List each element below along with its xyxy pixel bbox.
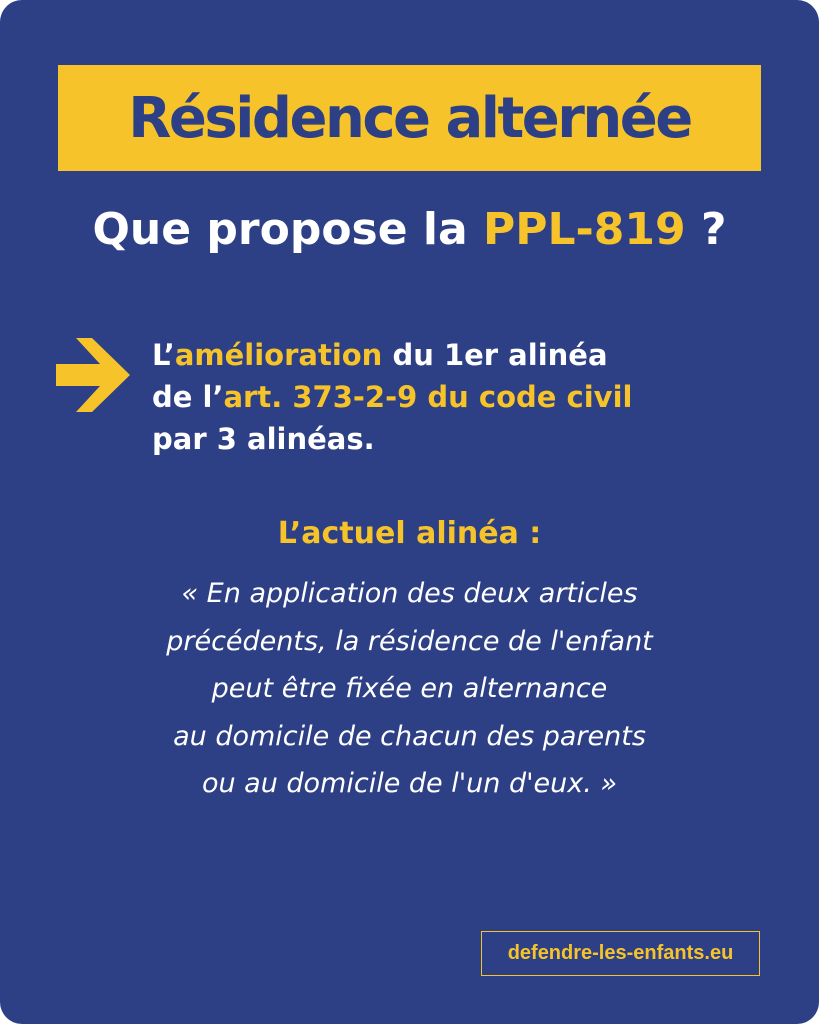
key-point-text: du 1er alinéa xyxy=(382,338,608,372)
quote-line: au domicile de chacun des parents xyxy=(173,720,646,752)
subtitle-prefix: Que propose la xyxy=(92,204,483,255)
quote-line: ou au domicile de l'un d'eux. » xyxy=(201,768,618,799)
current-paragraph-heading: L’actuel alinéa : xyxy=(277,516,542,551)
website-badge: defendre-les-enfants.eu xyxy=(481,931,760,976)
key-point-line-1 xyxy=(152,334,772,376)
quote-line: précédents, la résidence de l'enfant xyxy=(166,625,653,657)
arrow-right-icon xyxy=(56,330,132,420)
quote-line: peut être fixée en alternance xyxy=(211,673,608,704)
key-point-line-2 xyxy=(152,376,772,418)
key-point-text: de l’ xyxy=(152,380,224,414)
quote-block xyxy=(0,570,819,808)
key-point-highlight: amélioration xyxy=(174,338,383,372)
key-point xyxy=(152,334,772,460)
key-point-line-3: par 3 alinéas. xyxy=(152,422,375,456)
subtitle xyxy=(0,204,819,255)
subtitle-highlight: PPL-819 xyxy=(483,204,686,255)
subtitle-suffix: ? xyxy=(685,204,727,255)
key-point-text: L’ xyxy=(152,338,175,372)
title-banner xyxy=(58,65,761,171)
quote-line: « En application des deux articles xyxy=(181,578,638,609)
page-title: Résidence alternée xyxy=(128,85,691,151)
key-point-highlight: art. 373-2-9 du code civil xyxy=(223,380,633,414)
